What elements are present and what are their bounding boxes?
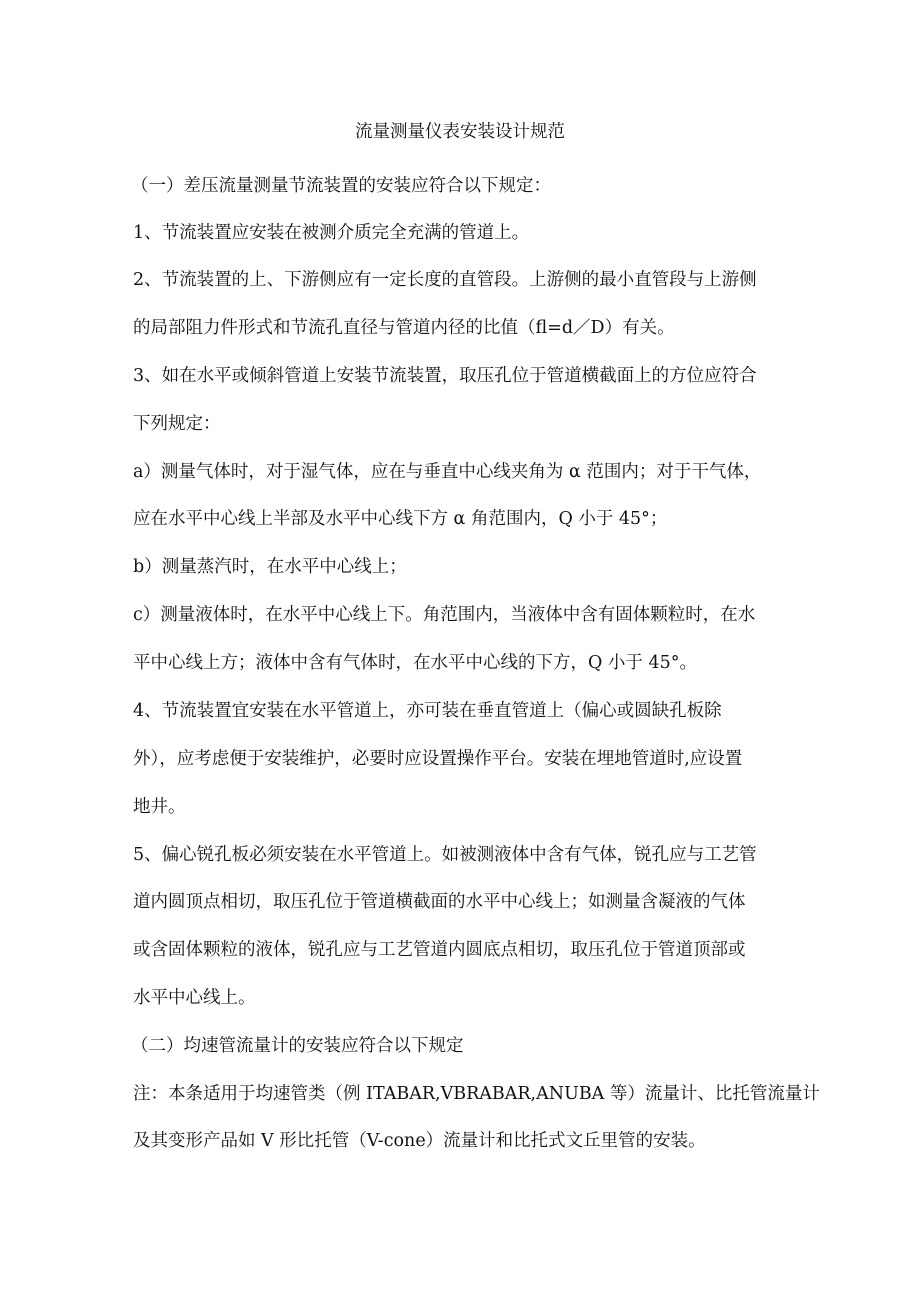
paragraph-line: 注：本条适用于均速管类（例 ITABAR,VBRABAR,ANUBA 等）流量计、比托管流量计 bbox=[133, 1084, 820, 1104]
paragraph-line: 3、如在水平或倾斜管道上安装节流装置，取压孔位于管道横截面上的方位应符合 bbox=[133, 366, 757, 386]
paragraph-line: 下列规定： bbox=[133, 414, 221, 434]
paragraph-line: 或含固体颗粒的液体，锐孔应与工艺管道内圆底点相切，取压孔位于管道顶部或 bbox=[133, 940, 746, 960]
paragraph-line: 水平中心线上。 bbox=[133, 988, 256, 1008]
paragraph-line: a）测量气体时，对于湿气体，应在与垂直中心线夹角为 α 范围内；对于干气体， bbox=[133, 462, 762, 482]
paragraph-line: 平中心线上方；液体中含有气体时，在水平中心线的下方，Q 小于 45°。 bbox=[133, 653, 697, 673]
paragraph-line: 的局部阻力件形式和节流孔直径与管道内径的比值（fl=d／D）有关。 bbox=[133, 318, 675, 338]
paragraph-line: 2、节流装置的上、下游侧应有一定长度的直管段。上游侧的最小直管段与上游侧 bbox=[133, 270, 757, 290]
paragraph-line: 1、节流装置应安装在被测介质完全充满的管道上。 bbox=[133, 223, 530, 243]
document-title: 流量测量仪表安装设计规范 bbox=[355, 122, 565, 142]
section-heading-2: （二）均速管流量计的安装应符合以下规定 bbox=[131, 1036, 464, 1056]
paragraph-line: 地井。 bbox=[133, 797, 186, 817]
paragraph-line: 5、偏心锐孔板必须安装在水平管道上。如被测液体中含有气体，锐孔应与工艺管 bbox=[133, 845, 757, 865]
paragraph-line: 4、节流装置宜安装在水平管道上，亦可装在垂直管道上（偏心或圆缺孔板除 bbox=[133, 701, 722, 721]
section-heading-1: （一）差压流量测量节流装置的安装应符合以下规定： bbox=[131, 176, 551, 196]
paragraph-line: 外），应考虑便于安装维护，必要时应设置操作平台。安装在埋地管道时,应设置 bbox=[133, 749, 743, 769]
paragraph-line: b）测量蒸汽时，在水平中心线上； bbox=[133, 557, 407, 577]
paragraph-line: 道内圆顶点相切，取压孔位于管道横截面的水平中心线上；如测量含凝液的气体 bbox=[133, 892, 746, 912]
paragraph-line: 及其变形产品如 V 形比托管（V-cone）流量计和比托式文丘里管的安装。 bbox=[133, 1131, 706, 1151]
paragraph-line: 应在水平中心线上半部及水平中心线下方 α 角范围内，Q 小于 45°； bbox=[133, 509, 668, 529]
paragraph-line: c）测量液体时，在水平中心线上下。角范围内，当液体中含有固体颗粒时，在水 bbox=[133, 605, 756, 625]
